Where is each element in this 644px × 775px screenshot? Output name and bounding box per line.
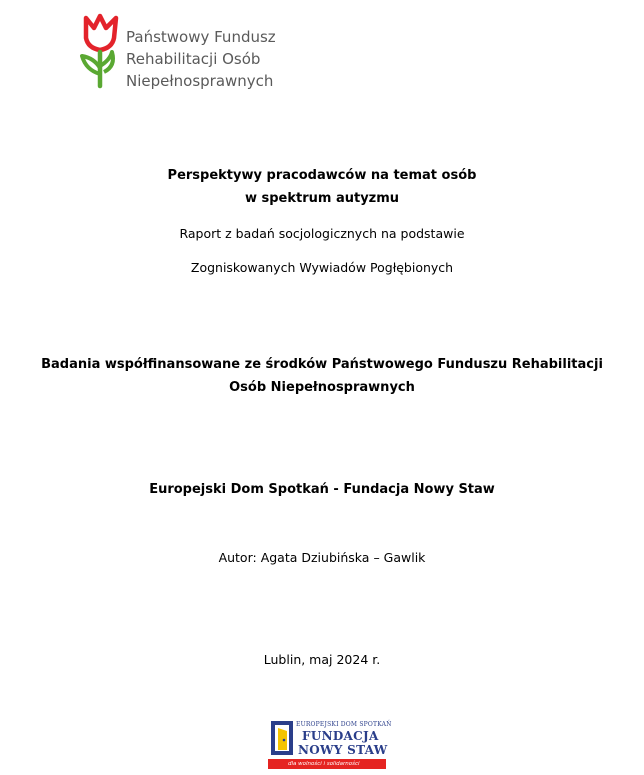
pfron-line-2: Rehabilitacji Osób <box>126 50 261 68</box>
pfron-logo <box>78 8 298 90</box>
nowy-staw-line-2: NOWY STAW <box>298 743 388 757</box>
nowy-staw-tagline: dla wolności i solidarności <box>288 761 360 767</box>
nowy-staw-logo <box>266 716 392 772</box>
report-title-line-1: Perspektywy pracodawców na temat osób <box>167 168 477 183</box>
report-title-line-2: w spektrum autyzmu <box>244 191 400 206</box>
funding-note-line-2: Osób Niepełnosprawnych <box>229 380 415 395</box>
nowy-staw-line-1: FUNDACJA <box>302 729 379 743</box>
place-date: Lublin, maj 2024 r. <box>263 652 381 667</box>
pfron-line-1: Państwowy Fundusz <box>126 28 276 46</box>
organization-name: Europejski Dom Spotkań - Fundacja Nowy Staw <box>149 482 495 497</box>
author-line: Autor: Agata Dziubińska – Gawlik <box>218 550 426 565</box>
tulip-icon <box>78 8 124 90</box>
report-subtitle-line-1: Raport z badań socjologicznych na podstawie <box>179 226 465 241</box>
pfron-wordmark <box>126 26 276 92</box>
nowy-staw-top-text: EUROPEJSKI DOM SPOTKAŃ <box>296 721 392 728</box>
pfron-line-3: Niepełnosprawnych <box>126 72 274 90</box>
funding-note-line-1: Badania współfinansowane ze środków Państwowego Funduszu Rehabilitacji <box>41 357 603 372</box>
door-icon <box>270 720 294 756</box>
report-subtitle-line-2: Zogniskowanych Wywiadów Pogłębionych <box>190 260 454 275</box>
